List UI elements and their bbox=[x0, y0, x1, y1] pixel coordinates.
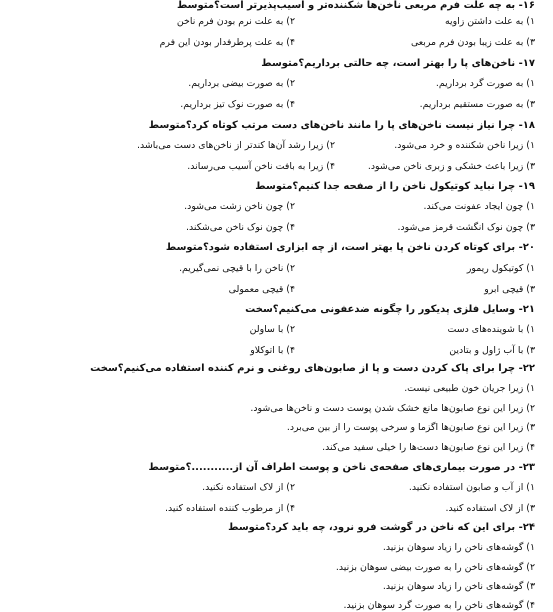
q19-option-4: ۴) چون نوک ناخن می‌شکند. bbox=[186, 222, 295, 233]
q20-option-3: ۳) قیچی ابرو bbox=[484, 284, 535, 295]
q23-option-3: ۳) از لاک استفاده کنید. bbox=[445, 503, 535, 514]
q16-option-1: ۱) به علت داشتن زاویه bbox=[444, 16, 535, 27]
q16-option-2: ۲) به علت نرم بودن فرم ناخن bbox=[176, 16, 295, 27]
q20-option-1: ۱) کوتیکول ریمور bbox=[466, 263, 535, 274]
q20-option-2: ۲) ناخن را با قیچی نمی‌گیریم. bbox=[179, 263, 295, 274]
q19-option-3: ۳) چون نوک انگشت قرمز می‌شود. bbox=[397, 222, 535, 233]
question-18-title: ۱۸- چرا نیاز نیست ناخن‌های پا را مانند ناخن‌های دست مرتب کوتاه کرد؟متوسط bbox=[148, 120, 535, 131]
q17-option-3: ۳) به صورت مستقیم برداریم. bbox=[419, 99, 535, 110]
q19-option-2: ۲) چون ناخن زشت می‌شود. bbox=[184, 201, 295, 212]
q24-option-1: ۱) گوشه‌های ناخن را زیاد سوهان بزنید. bbox=[382, 542, 535, 553]
q18-option-3: ۳) زیرا باعث خشکی و زبری ناخن می‌شود. bbox=[367, 161, 535, 172]
q22-option-2: ۲) زیرا این نوع صابون‌ها مانع خشک شدن پوست دست و ناخن‌ها می‌شود. bbox=[250, 403, 535, 414]
question-17-title: ۱۷- ناخن‌های پا را بهتر است، چه حالتی برداریم؟متوسط bbox=[261, 58, 535, 69]
q24-option-2: ۲) گوشه‌های ناخن را به صورت بیضی سوهان بزنید. bbox=[335, 562, 535, 573]
question-22-title: ۲۲- چرا برای پاک کردن دست و پا از صابون‌های روغنی و نرم کننده استفاده می‌کنیم؟سخت bbox=[90, 363, 535, 374]
q20-option-4: ۴) قیچی معمولی bbox=[228, 284, 295, 295]
q22-option-3: ۳) زیرا این نوع صابون‌ها اگزما و سرخی پوست را از بین می‌برد. bbox=[286, 422, 535, 433]
q17-option-2: ۲) به صورت بیضی برداریم. bbox=[188, 78, 295, 89]
q18-option-4: ۴) زیرا به بافت ناخن آسیب می‌رساند. bbox=[187, 161, 335, 172]
q17-option-1: ۱) به صورت گرد برداریم. bbox=[435, 78, 535, 89]
question-23-title: ۲۳- در صورت بیماری‌های صفحه‌ی ناخن و پوست اطراف آن از...........؟متوسط bbox=[148, 462, 535, 473]
q16-option-4: ۴) به علت پرطرفدار بودن این فرم bbox=[159, 37, 295, 48]
q17-option-4: ۴) به صورت نوک تیز برداریم. bbox=[180, 99, 295, 110]
q21-option-3: ۳) با آب ژاول و بتادین bbox=[449, 345, 535, 356]
q19-option-1: ۱) چون ایجاد عفونت می‌کند. bbox=[423, 201, 535, 212]
q22-option-4: ۴) زیرا این نوع صابون‌ها دست‌ها را خیلی سفید می‌کند. bbox=[322, 442, 535, 453]
question-21-title: ۲۱- وسایل فلزی پدیکور را چگونه ضدعفونی می‌کنیم؟سخت bbox=[245, 304, 535, 315]
q16-option-3: ۳) به علت زیبا بودن فرم مربعی bbox=[410, 37, 535, 48]
q24-option-4: ۴) گوشه‌های ناخن را به صورت گرد سوهان بزنید. bbox=[343, 600, 535, 611]
question-16-title: ۱۶- به چه علت فرم مربعی ناخن‌ها شکننده‌تر و آسیب‌پذیرتر است؟متوسط bbox=[176, 0, 535, 11]
question-19-title: ۱۹- چرا نباید کوتیکول ناخن را از صفحه جدا کنیم؟متوسط bbox=[255, 181, 535, 192]
q22-option-1: ۱) زیرا جریان خون طبیعی نیست. bbox=[404, 383, 535, 394]
q21-option-2: ۲) با ساولن bbox=[249, 324, 295, 335]
q21-option-4: ۴) با اتوکلاو bbox=[250, 345, 295, 356]
question-24-title: ۲۴- برای این که ناخن در گوشت فرو نرود، چه باید کرد؟متوسط bbox=[228, 522, 535, 533]
q18-option-2: ۲) زیرا رشد آن‌ها کندتر از ناخن‌های دست می‌باشد. bbox=[136, 140, 335, 151]
q23-option-1: ۱) از آب و صابون استفاده نکنید. bbox=[408, 482, 535, 493]
q23-option-2: ۲) از لاک استفاده نکنید. bbox=[202, 482, 295, 493]
q18-option-1: ۱) زیرا ناخن شکننده و خرد می‌شود. bbox=[394, 140, 535, 151]
q23-option-4: ۴) از مرطوب کننده استفاده کنید. bbox=[164, 503, 295, 514]
question-20-title: ۲۰- برای کوتاه کردن ناخن پا بهتر است، از چه ابزاری استفاده شود؟متوسط bbox=[165, 242, 535, 253]
q21-option-1: ۱) با شوینده‌های دست bbox=[447, 324, 535, 335]
q24-option-3: ۳) گوشه‌های ناخن را زیاد سوهان بزنید. bbox=[382, 581, 535, 592]
